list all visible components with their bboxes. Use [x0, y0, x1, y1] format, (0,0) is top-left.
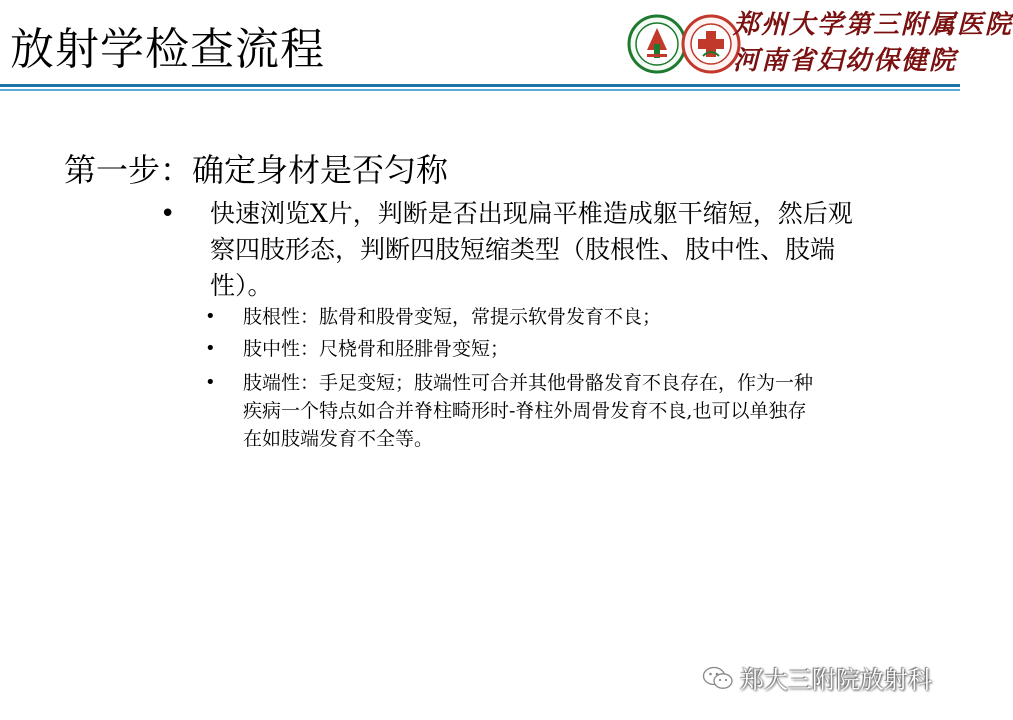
sub-text-line: 疾病一个特点如合并脊柱畸形时-脊柱外周骨发育不良,也可以单独存: [243, 400, 807, 422]
bullet-icon: •: [205, 306, 216, 327]
step-heading: 第一步：确定身材是否匀称: [64, 151, 449, 189]
header-rule: [0, 84, 960, 87]
wechat-icon: [702, 665, 734, 691]
main-text-line: 性）。: [210, 271, 273, 300]
watermark: [702, 660, 932, 695]
sub-text-line: 肢端性：手足变短；肢端性可合并其他骨骼发育不良存在，作为一种: [243, 372, 814, 394]
bullet-icon: •: [160, 199, 176, 229]
slide-title: 放射学检查流程: [10, 24, 325, 75]
logo-text-line1: 郑州大学第三附属医院: [733, 10, 1013, 40]
logo-text-line2: 河南省妇幼保健院: [733, 46, 958, 76]
sub-text-line: 在如肢端发育不全等。: [243, 428, 434, 450]
sub-text-line: 肢中性：尺桡骨和胫腓骨变短；: [243, 338, 510, 360]
hospital-emblem-icon: [681, 14, 741, 74]
header-rule-light: [0, 89, 960, 91]
bullet-icon: •: [205, 338, 216, 359]
bullet-icon: •: [205, 372, 216, 393]
sub-text-line: 肢根性：肱骨和股骨变短，常提示软骨发育不良；: [243, 306, 662, 328]
main-text-line: 察四肢形态，判断四肢短缩类型（肢根性、肢中性、肢端: [210, 235, 836, 264]
university-emblem-icon: [627, 14, 687, 74]
watermark-text: 郑大三附院放射科: [740, 666, 932, 694]
header-logos: [625, 8, 1013, 88]
main-text-line: 快速浏览X片，判断是否出现扁平椎造成躯干缩短，然后观: [210, 199, 853, 228]
